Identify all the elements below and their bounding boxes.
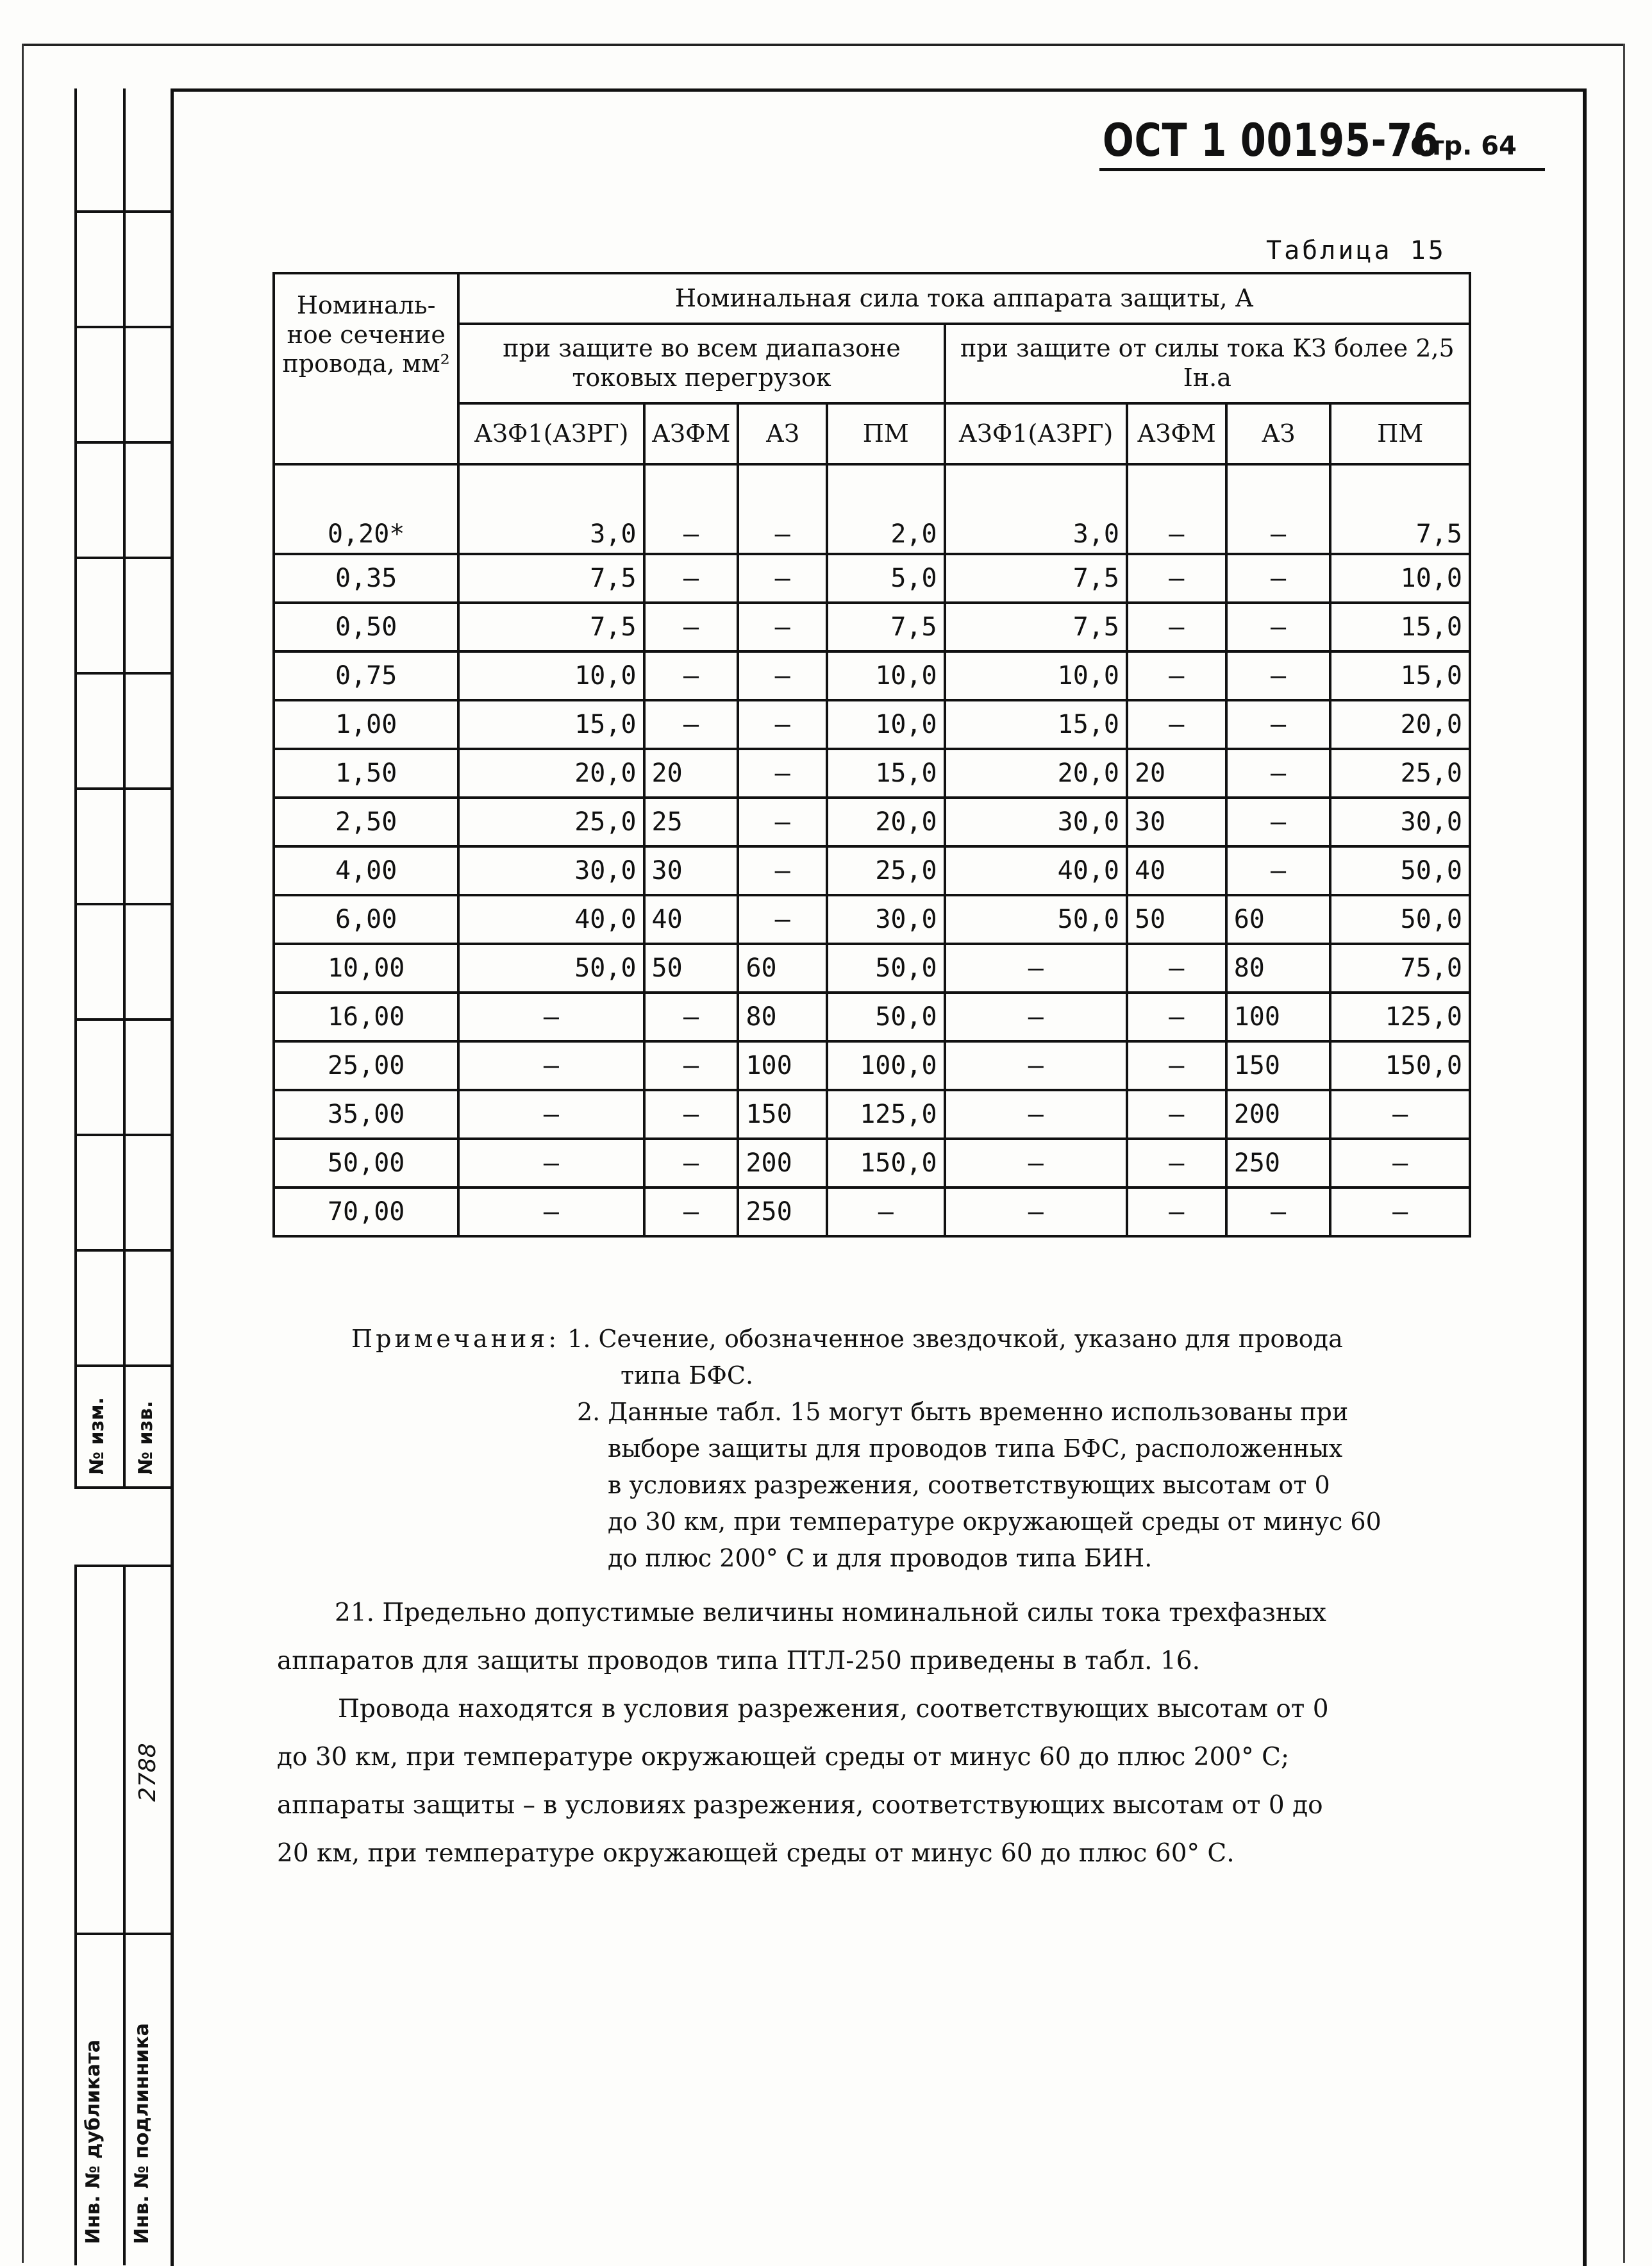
subcol-2: АЗФМ [644, 403, 738, 464]
header-group-full: при защите во всем диапазоне токовых перегрузок [458, 324, 944, 403]
table-row [274, 1041, 1470, 1090]
cell-value: 20,0 [945, 749, 1127, 798]
cell-value: 3,0 [945, 464, 1127, 554]
cell-value: 10,0 [1330, 554, 1470, 603]
table-row [274, 1139, 1470, 1188]
cell-value: 20,0 [827, 798, 945, 846]
para-2-line-4: 20 км, при температуре окружающей среды от минус 60 до плюс 60° С. [277, 1839, 1235, 1868]
cell-value: – [1226, 1188, 1331, 1236]
cell-value: 40 [1127, 846, 1226, 895]
cell-value: – [1127, 1188, 1226, 1236]
stamp-number: 2788 [135, 1743, 161, 1802]
table-row [274, 798, 1470, 846]
cell-value: 50,0 [458, 944, 644, 993]
cell-value: 30,0 [1330, 798, 1470, 846]
cell-value: 40,0 [945, 846, 1127, 895]
cell-value: – [1226, 554, 1331, 603]
cell-value: – [1127, 1041, 1226, 1090]
cell-value: 30,0 [458, 846, 644, 895]
cell-value: 125,0 [1330, 993, 1470, 1041]
cell-value: 40 [644, 895, 738, 944]
cell-value: 15,0 [1330, 651, 1470, 700]
cell-section: 0,75 [274, 651, 458, 700]
cell-value: – [738, 651, 827, 700]
outer-frame-left [22, 44, 24, 2263]
cell-value: – [458, 1041, 644, 1090]
cell-value: – [458, 1188, 644, 1236]
notes-block [351, 1321, 1381, 1577]
cell-value: 50 [1127, 895, 1226, 944]
table-row [274, 749, 1470, 798]
cell-value: – [1330, 1139, 1470, 1188]
cell-value: – [738, 749, 827, 798]
cell-value: – [644, 1090, 738, 1139]
subcol-6: АЗФМ [1127, 403, 1226, 464]
table-row [274, 700, 1470, 749]
note-2-line-2: выборе защиты для проводов типа БФС, расположенных [608, 1434, 1343, 1463]
cell-value: 100,0 [827, 1041, 945, 1090]
cell-value: 50,0 [1330, 846, 1470, 895]
note-2-line-4: до 30 км, при температуре окружающей среды от минус 60 [608, 1507, 1381, 1536]
cell-value: 7,5 [458, 554, 644, 603]
subcol-7: АЗ [1226, 403, 1331, 464]
table-row [274, 1188, 1470, 1236]
cell-value: – [458, 1139, 644, 1188]
para-2-line-3: аппараты защиты – в условиях разрежения, соответствующих высотам от 0 до [277, 1791, 1323, 1820]
cell-value: 150 [738, 1090, 827, 1139]
cell-value: – [1226, 700, 1331, 749]
cell-value: 200 [1226, 1090, 1331, 1139]
stamp-podl: Инв. № подлинника [131, 2023, 153, 2244]
table-row [274, 464, 1470, 554]
cell-value: 150,0 [827, 1139, 945, 1188]
page-number: Стр. 64 [1410, 131, 1517, 161]
cell-value: – [1127, 651, 1226, 700]
cell-value: 25,0 [1330, 749, 1470, 798]
cell-value: 80 [738, 993, 827, 1041]
stamp-dubl: Инв. № дубликата [82, 2039, 104, 2244]
header-section: Номиналь-ное сечение провода, мм² [274, 273, 458, 464]
cell-value: – [945, 1090, 1127, 1139]
table-row [274, 846, 1470, 895]
cell-value: 7,5 [945, 603, 1127, 651]
cell-value: – [1330, 1090, 1470, 1139]
cell-value: – [738, 895, 827, 944]
cell-value: – [644, 700, 738, 749]
cell-value: 3,0 [458, 464, 644, 554]
cell-section: 6,00 [274, 895, 458, 944]
table-row [274, 603, 1470, 651]
cell-value: 20 [1127, 749, 1226, 798]
table-row [274, 651, 1470, 700]
cell-value: 20,0 [1330, 700, 1470, 749]
cell-value: – [644, 993, 738, 1041]
cell-value: – [738, 700, 827, 749]
para-21-line-1: 21. Предельно допустимые величины номинальной силы тока трехфазных [335, 1599, 1326, 1627]
cell-value: 100 [1226, 993, 1331, 1041]
cell-value: 25 [644, 798, 738, 846]
cell-section: 1,00 [274, 700, 458, 749]
cell-value: 2,0 [827, 464, 945, 554]
cell-value: 150 [1226, 1041, 1331, 1090]
note-2-line-5: до плюс 200° С и для проводов типа БИН. [608, 1544, 1153, 1572]
subcol-5: АЗФ1(АЗРГ) [945, 403, 1127, 464]
cell-value: 15,0 [1330, 603, 1470, 651]
cell-value: – [945, 1188, 1127, 1236]
cell-value: – [1226, 603, 1331, 651]
cell-value: – [644, 1139, 738, 1188]
table-body [274, 464, 1470, 1236]
cell-value: 80 [1226, 944, 1331, 993]
cell-value: 50,0 [1330, 895, 1470, 944]
cell-value: 50,0 [827, 944, 945, 993]
note-2-line-1: 2. Данные табл. 15 могут быть временно использованы при [577, 1398, 1349, 1426]
table-row [274, 993, 1470, 1041]
cell-value: – [644, 464, 738, 554]
cell-value: – [738, 464, 827, 554]
cell-section: 16,00 [274, 993, 458, 1041]
table-row [274, 895, 1470, 944]
cell-value: 30,0 [827, 895, 945, 944]
stamp-izv: № изв. [135, 1400, 157, 1475]
cell-value: – [1226, 846, 1331, 895]
cell-section: 25,00 [274, 1041, 458, 1090]
cell-value: – [1127, 993, 1226, 1041]
cell-value: – [1127, 603, 1226, 651]
table-caption: Таблица 15 [1266, 236, 1446, 265]
cell-value: – [644, 651, 738, 700]
note-1-line-2: типа БФС. [621, 1361, 754, 1389]
cell-value: 20 [644, 749, 738, 798]
note-1-line-1: 1. Сечение, обозначенное звездочкой, указано для провода [567, 1325, 1343, 1353]
cell-value: 15,0 [827, 749, 945, 798]
cell-value: – [1226, 464, 1331, 554]
cell-section: 0,50 [274, 603, 458, 651]
cell-value: 15,0 [945, 700, 1127, 749]
cell-value: 125,0 [827, 1090, 945, 1139]
cell-value: 150,0 [1330, 1041, 1470, 1090]
cell-value: 7,5 [1330, 464, 1470, 554]
cell-value: 50,0 [827, 993, 945, 1041]
cell-section: 2,50 [274, 798, 458, 846]
cell-value: – [738, 846, 827, 895]
cell-value: 30,0 [945, 798, 1127, 846]
para-21-line-2: аппаратов для защиты проводов типа ПТЛ-250 приведены в табл. 16. [277, 1647, 1200, 1675]
cell-value: – [1127, 554, 1226, 603]
cell-value: – [644, 554, 738, 603]
cell-section: 35,00 [274, 1090, 458, 1139]
cell-section: 50,00 [274, 1139, 458, 1188]
header-underline [1099, 168, 1545, 171]
cell-value: – [1127, 464, 1226, 554]
cell-value: – [1127, 944, 1226, 993]
cell-value: – [1226, 651, 1331, 700]
cell-value: – [458, 1090, 644, 1139]
note-2-line-3: в условиях разрежения, соответствующих высотам от 0 [608, 1471, 1330, 1499]
subcol-1: АЗФ1(АЗРГ) [458, 403, 644, 464]
cell-value: 30 [1127, 798, 1226, 846]
cell-value: 7,5 [945, 554, 1127, 603]
cell-value: 20,0 [458, 749, 644, 798]
cell-value: 25,0 [458, 798, 644, 846]
cell-section: 1,50 [274, 749, 458, 798]
cell-section: 10,00 [274, 944, 458, 993]
cell-value: 10,0 [827, 700, 945, 749]
cell-value: 25,0 [827, 846, 945, 895]
cell-section: 0,35 [274, 554, 458, 603]
cell-value: 60 [738, 944, 827, 993]
stamp-izm: № изм. [86, 1397, 108, 1475]
para-2-line-2: до 30 км, при температуре окружающей среды от минус 60 до плюс 200° С; [277, 1743, 1290, 1772]
cell-value: – [945, 944, 1127, 993]
cell-section: 70,00 [274, 1188, 458, 1236]
cell-value: 50 [644, 944, 738, 993]
cell-value: – [945, 1041, 1127, 1090]
table-row [274, 1090, 1470, 1139]
cell-value: 7,5 [827, 603, 945, 651]
header-group-kz: при защите от силы тока КЗ более 2,5 Iн.а [945, 324, 1470, 403]
cell-value: 15,0 [458, 700, 644, 749]
current-ratings-table [272, 272, 1471, 1238]
cell-value: – [458, 993, 644, 1041]
outer-frame-right [1623, 44, 1625, 2263]
cell-value: 75,0 [1330, 944, 1470, 993]
outer-frame-top [22, 44, 1623, 46]
subcol-3: АЗ [738, 403, 827, 464]
cell-value: – [738, 603, 827, 651]
cell-value: 7,5 [458, 603, 644, 651]
cell-value: 100 [738, 1041, 827, 1090]
cell-value: – [644, 1041, 738, 1090]
cell-value: – [945, 993, 1127, 1041]
cell-value: 10,0 [945, 651, 1127, 700]
cell-value: – [1127, 700, 1226, 749]
cell-value: 200 [738, 1139, 827, 1188]
cell-value: – [945, 1139, 1127, 1188]
document-code: ОСТ 1 00195-76 [1103, 114, 1439, 167]
cell-value: 5,0 [827, 554, 945, 603]
cell-value: – [827, 1188, 945, 1236]
header-current: Номинальная сила тока аппарата защиты, А [458, 273, 1470, 324]
para-2-line-1: Провода находятся в условия разрежения, соответствующих высотам от 0 [338, 1695, 1329, 1724]
cell-value: – [738, 554, 827, 603]
table-row [274, 554, 1470, 603]
cell-value: 30 [644, 846, 738, 895]
cell-value: – [1127, 1139, 1226, 1188]
cell-value: – [1226, 798, 1331, 846]
cell-value: – [738, 798, 827, 846]
subcol-8: ПМ [1330, 403, 1470, 464]
table-row [274, 944, 1470, 993]
cell-value: 250 [738, 1188, 827, 1236]
cell-value: 10,0 [458, 651, 644, 700]
cell-value: – [644, 603, 738, 651]
subcol-4: ПМ [827, 403, 945, 464]
cell-value: – [1330, 1188, 1470, 1236]
cell-value: 50,0 [945, 895, 1127, 944]
cell-section: 0,20* [274, 464, 458, 554]
cell-value: 40,0 [458, 895, 644, 944]
cell-value: 60 [1226, 895, 1331, 944]
cell-value: 10,0 [827, 651, 945, 700]
cell-value: – [644, 1188, 738, 1236]
cell-value: 250 [1226, 1139, 1331, 1188]
cell-section: 4,00 [274, 846, 458, 895]
cell-value: – [1226, 749, 1331, 798]
notes-label: Примечания: [351, 1325, 560, 1353]
cell-value: – [1127, 1090, 1226, 1139]
